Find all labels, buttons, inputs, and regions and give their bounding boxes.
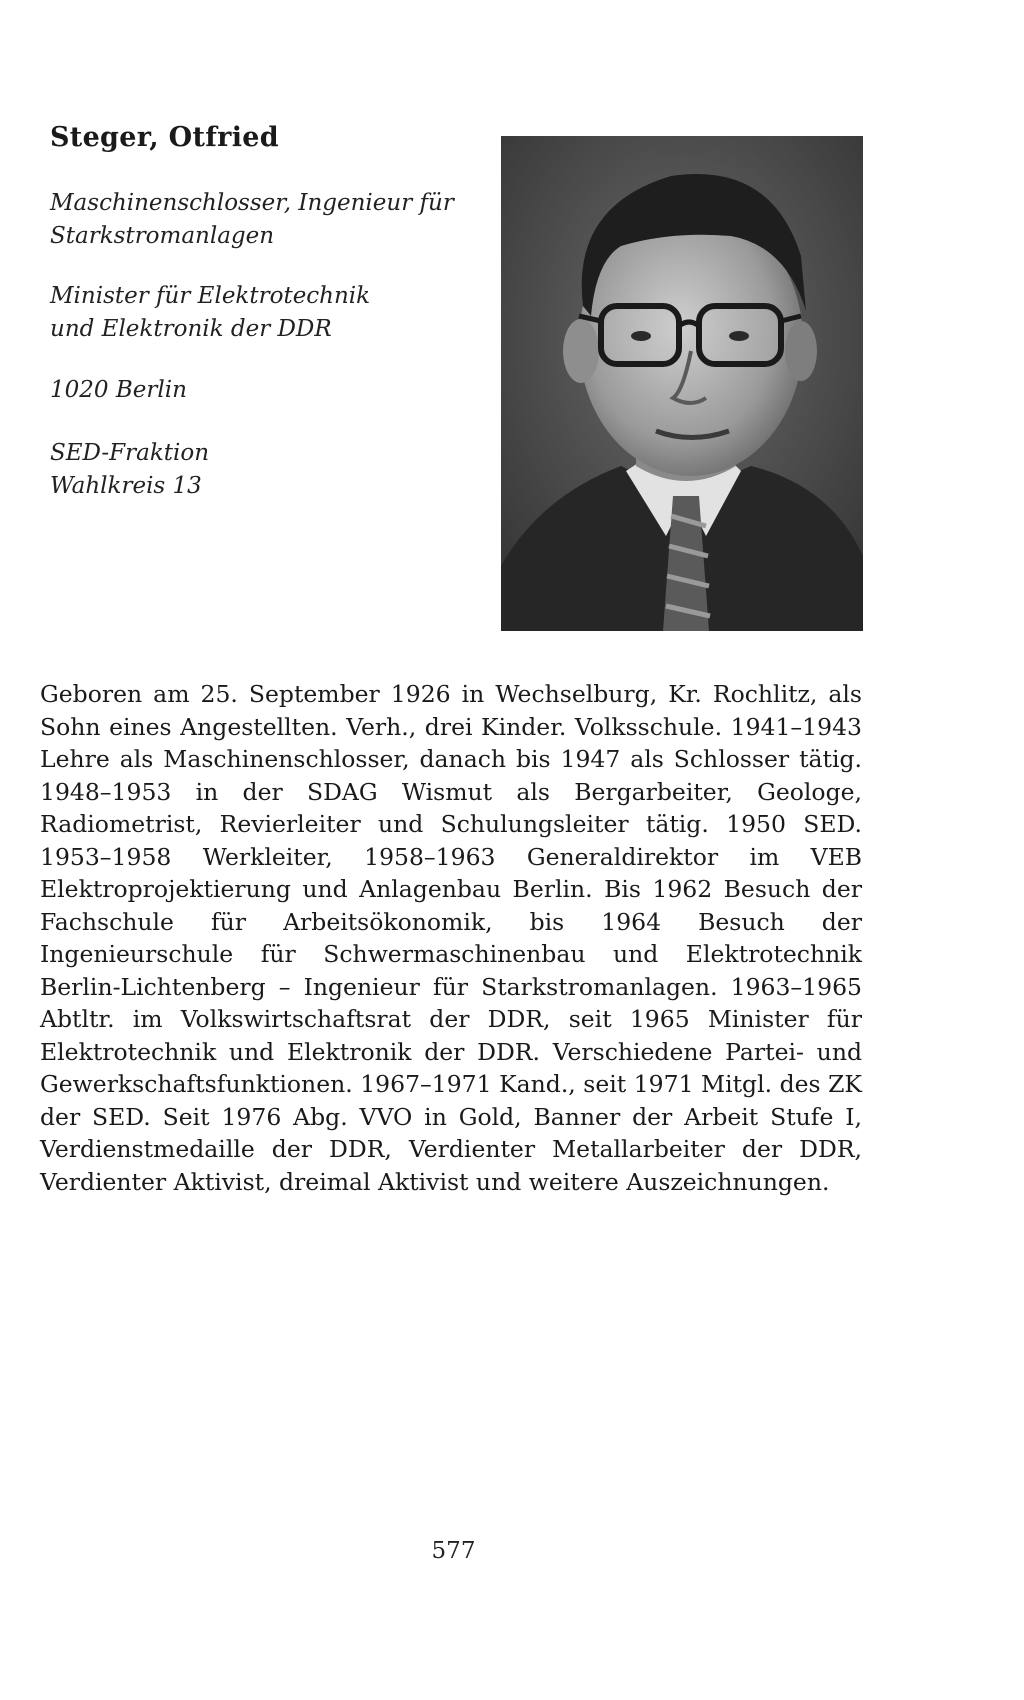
eye bbox=[631, 331, 651, 341]
person-name: Steger, Otfried bbox=[50, 122, 279, 153]
profession-line: Maschinenschlosser, Ingenieur für bbox=[50, 190, 454, 216]
position-line: und Elektronik der DDR bbox=[50, 316, 332, 342]
position bbox=[50, 280, 370, 346]
constituency-line: Wahlkreis 13 bbox=[50, 473, 202, 499]
portrait-illustration bbox=[501, 136, 863, 631]
biography-text: Geboren am 25. September 1926 in Wechselburg, Kr. Rochlitz, als Sohn eines Angestellten. Verh., drei Kinder. Volksschule. 1941–1943 Lehre als Maschinenschlosser, danach bis 1947 als Schlosser tätig. 1948–1953 in der SDAG Wismut als Bergarbeiter, Geologe, Radiometrist, Revierleiter und Schulungsleiter tätig. 1950 SED. 1953–1958 Werkleiter, 1958–1963 Generaldirektor im VEB Elektroprojektierung und Anlagenbau Berlin. Bis 1962 Besuch der Fachschule für Arbeitsökonomik, bis 1964 Besuch der Ingenieurschule für Schwermaschinenbau und Elektrotechnik Berlin-Lichtenberg – Ingenieur für Starkstromanlagen. 1963–1965 Abtltr. im Volkswirtschaftsrat der DDR, seit 1965 Minister für Elektrotechnik und Elektronik der DDR. Verschiedene Partei- und Gewerkschaftsfunktionen. 1967–1971 Kand., seit 1971 Mitgl. des ZK der SED. Seit 1976 Abg. VVO in Gold, Banner der Arbeit Stufe I, Verdienstmedaille der DDR, Verdienter Metallarbeiter der DDR, Verdienter Aktivist, dreimal Aktivist und weitere Auszeichnungen. bbox=[40, 680, 862, 1196]
ear bbox=[563, 319, 599, 383]
page-number: 577 bbox=[431, 1538, 476, 1564]
position-line: Minister für Elektrotechnik bbox=[50, 283, 371, 309]
eye bbox=[729, 331, 749, 341]
ear bbox=[785, 321, 817, 381]
profession-line: Starkstromanlagen bbox=[50, 223, 275, 249]
profession bbox=[50, 187, 454, 253]
city bbox=[50, 374, 187, 407]
faction-line: SED-Fraktion bbox=[50, 440, 210, 466]
faction bbox=[50, 437, 209, 503]
city-line: 1020 Berlin bbox=[50, 377, 187, 403]
portrait-photo bbox=[501, 136, 863, 631]
